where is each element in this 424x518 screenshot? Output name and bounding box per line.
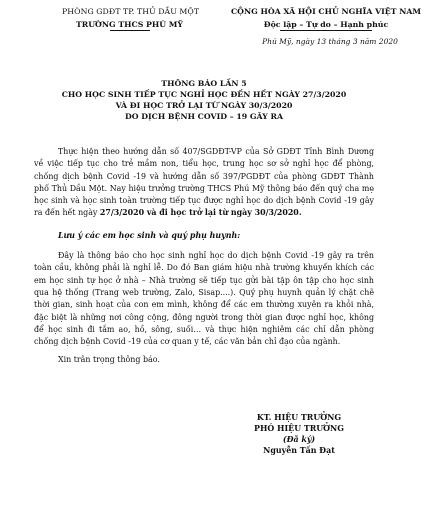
paragraph-1 [34,146,374,220]
attention-heading: Lưu ý các em học sinh và quý phụ huynh: [58,230,241,240]
signer-role-2: PHÓ HIỆU TRƯỞNG [254,424,344,433]
paragraph-1-end: . [298,208,302,218]
title-line-4: DO DỊCH BỆNH COVID – 19 GÂY RA [124,112,284,121]
place-and-date: Phú Mỹ, ngày 13 tháng 3 năm 2020 [262,37,398,46]
issuer-block [62,7,200,31]
signer-name: Nguyễn Tấn Đạt [263,446,335,455]
national-motto: Độc lập – Tự do – Hạnh phúc [263,20,389,29]
school-name: TRƯỜNG THCS PHÚ MỸ [75,20,184,29]
title-line-2: CHO HỌC SINH TIẾP TỤC NGHỈ HỌC ĐẾN HẾT NGÀY 27/3/2020 [61,90,347,99]
signature-block [224,412,374,456]
signed-mark: (Đã ký) [282,435,316,444]
national-title: CỘNG HÒA XÃ HỘI CHỦ NGHĨA VIỆT NAM [230,7,422,16]
paragraph-2: Đây là thông báo cho học sinh nghỉ học do dịch bệnh Covid -19 gây ra trên toàn cầu, không phải là nghỉ lễ. Do đó Ban giám hiệu nhà trường khuyến khích các em học sinh tự học ở nhà – Nhà trường sẽ tiếp tục gửi bài tập ôn tập cho học sinh qua hệ thống (Trang web trường, Zalo, Sisap....). Quý phụ huynh quản lý chặt chẽ thời gian, sinh hoạt của con em mình, không để các em thường xuyên ra khỏi nhà, đặc biệt là những nơi công cộng, đông người trong thời gian được nghỉ học, không để học sinh đi tắm ao, hồ, sông, suối… và thực hiện nghiêm các chỉ dẫn phòng chống dịch bệnh Covid -19 của cơ quan y tế, các văn bản chỉ đạo của ngành. [34,251,374,347]
title-line-3: VÀ ĐI HỌC TRỞ LẠI TỪ NGÀY 30/3/2020 [115,101,293,110]
issuing-department: PHÒNG GDĐT TP. THỦ DẦU MỘT [62,7,200,16]
paragraph-1-bold-dates: 27/3/2020 và đi học trở lại từ ngày 30/3/2020 [99,208,299,218]
title-line-1: THÔNG BÁO LẦN 5 [161,79,247,88]
document-header [34,0,422,68]
motto-underline [280,30,372,31]
closing-line: Xin trân trọng thông báo. [58,355,160,365]
national-motto-block [228,7,424,46]
notice-body [34,146,374,367]
issuer-underline [110,30,150,31]
notice-title [34,78,374,122]
paragraph-1-text: Thực hiện theo hướng dẫn số 407/SGDĐT-VP của Sở GDĐT Tỉnh Bình Dương về việc tiếp tục cho trẻ mầm non, tiểu học, trung học sơ sở nghỉ học để phòng, chống dịch bệnh Covid -19 và hướng dẫn số 397/PGDĐT của phòng GDĐT Thành phố Thủ Dầu Một. Nay hiệu trưởng trường THCS Phú Mỹ thông báo đến quý cha mẹ học sinh và học sinh toàn trường tiếp tục được nghỉ học do dịch bệnh Covid -19 gây ra đến hết ngày [34,147,374,218]
signer-role-1: KT. HIỆU TRƯỞNG [256,413,342,422]
